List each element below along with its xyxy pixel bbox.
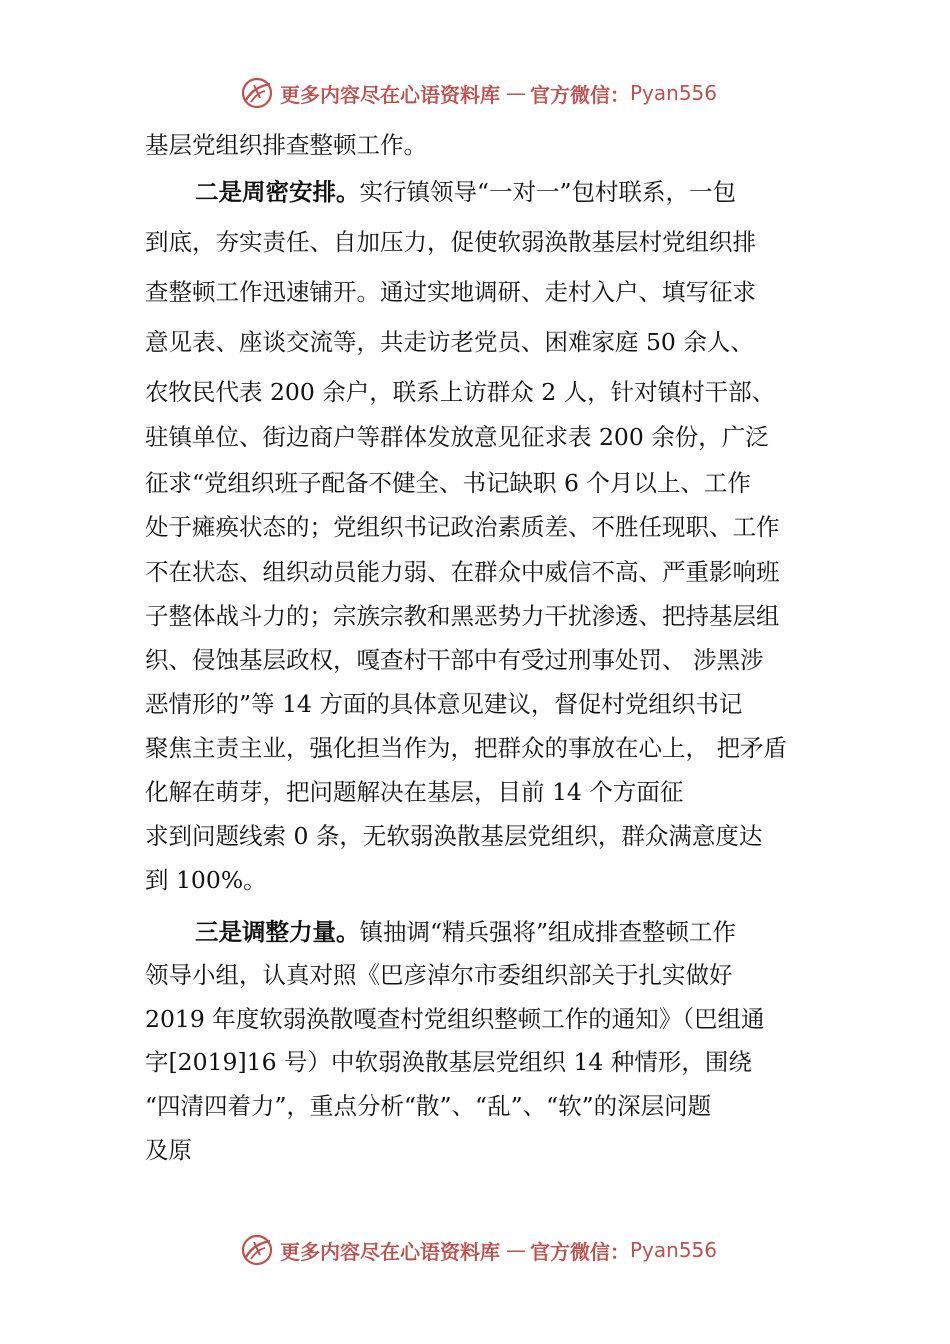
watermark-wechat-label: 官方微信： — [530, 82, 630, 107]
text-run: 实行镇领导“一对一”包村联系，一包 — [359, 178, 737, 206]
text-line: 恶情形的”等 14 方面的具体意见建议，督促村党组织书记 — [145, 690, 743, 718]
watermark-separator: — — [506, 81, 526, 105]
section-heading-2: 二是周密安排。 — [195, 178, 360, 206]
text-line: 到底，夯实责任、自加压力，促使软弱涣散基层村党组织排 — [145, 228, 756, 256]
text-line: 征求“党组织班子配备不健全、书记缺职 6 个月以上、工作 — [145, 469, 751, 497]
paragraph-2-first-line — [145, 177, 736, 207]
watermark-header — [240, 75, 760, 111]
paragraph-3-first-line — [145, 917, 736, 947]
text-line: 求到问题线索 0 条，无软弱涣散基层党组织，群众满意度达 — [145, 822, 763, 850]
watermark-wechat-id: Pyan556 — [630, 1238, 718, 1262]
text-line: 字[2019]16 号）中软弱涣散基层党组织 14 种情形，围绕 — [145, 1048, 752, 1076]
watermark-wechat-label: 官方微信： — [530, 1239, 630, 1264]
text-line: 化解在萌芽，把问题解决在基层，目前 14 个方面征 — [145, 778, 684, 806]
text-line: 2019 年度软弱涣散嘎查村党组织整顿工作的通知》（巴组通 — [145, 1005, 765, 1033]
text-line: 织、侵蚀基层政权，嘎查村干部中有受过刑事处罚、 涉黑涉 — [145, 646, 764, 674]
brush-logo-icon — [240, 76, 274, 110]
text-line: 子整体战斗力的；宗族宗教和黑恶势力干扰渗透、把持基层组 — [145, 602, 780, 630]
text-line: 到 100%。 — [145, 866, 267, 894]
text-line: 不在状态、组织动员能力弱、在群众中威信不高、严重影响班 — [145, 558, 780, 586]
watermark-wechat-id: Pyan556 — [630, 81, 718, 105]
section-heading-3: 三是调整力量。 — [195, 918, 360, 946]
watermark-footer — [240, 1232, 760, 1268]
brush-logo-icon — [240, 1233, 274, 1267]
watermark-separator: — — [506, 1238, 526, 1262]
text-run: 镇抽调“精兵强将”组成排查整顿工作 — [359, 918, 737, 946]
text-line: 查整顿工作迅速铺开。通过实地调研、走村入户、填写征求 — [145, 278, 756, 306]
watermark-text: 更多内容尽在心语资料库 — [280, 82, 500, 107]
text-line: 处于瘫痪状态的；党组织书记政治素质差、不胜任现职、工作 — [145, 513, 780, 541]
text-line: 及原 — [145, 1136, 192, 1164]
text-line: 领导小组，认真对照《巴彦淖尔市委组织部关于扎实做好 — [145, 961, 733, 989]
watermark-text: 更多内容尽在心语资料库 — [280, 1239, 500, 1264]
text-line: 意见表、座谈交流等，共走访老党员、困难家庭 50 余人、 — [145, 328, 754, 356]
text-line: 聚焦主责主业，强化担当作为，把群众的事放在心上， 把矛盾 — [145, 734, 787, 762]
text-line: 驻镇单位、街边商户等群体发放意见征求表 200 余份，广泛 — [145, 423, 769, 451]
text-line: “四清四着力”，重点分析“散”、“乱”、“软”的深层问题 — [145, 1092, 712, 1120]
text-line: 基层党组织排查整顿工作。 — [145, 131, 427, 159]
text-line: 农牧民代表 200 余户，联系上访群众 2 人，针对镇村干部、 — [145, 378, 776, 406]
